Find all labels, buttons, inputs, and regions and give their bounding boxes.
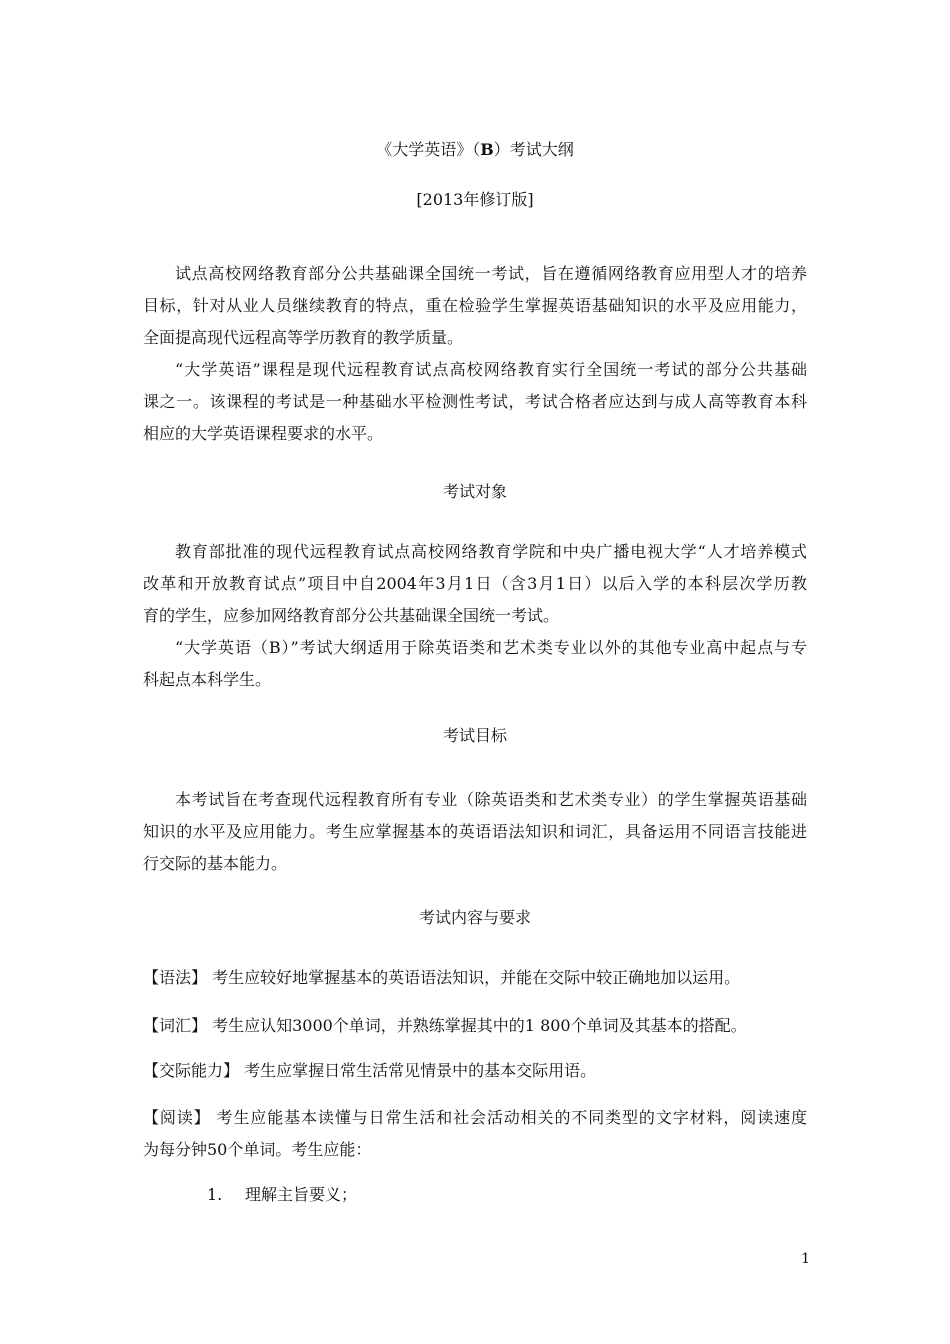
communication-requirement: 【交际能力】 考生应掌握日常生活常见情景中的基本交际用语。 (143, 1061, 597, 1080)
section-heading-target: 考试对象 (442, 482, 507, 501)
intro-paragraph-1-line-1: 试点高校网络教育部分公共基础课全国统一考试，旨在遵循网络教育应用型人才的培养 (175, 264, 807, 283)
goal-paragraph-line-3: 行交际的基本能力。 (143, 854, 288, 873)
intro-paragraph-2-line-2: 课之一。该课程的考试是一种基础水平检测性考试，考试合格者应达到与成人高等教育本科 (143, 392, 807, 411)
intro-paragraph-1-line-3: 全面提高现代远程高等学历教育的教学质量。 (143, 328, 464, 347)
vocabulary-requirement: 【词汇】 考生应认知3000个单词，并熟练掌握其中的1 800个单词及其基本的搭配。 (143, 1016, 747, 1035)
section-heading-goal: 考试目标 (442, 726, 507, 745)
intro-paragraph-2-line-3: 相应的大学英语课程要求的水平。 (143, 424, 384, 443)
goal-paragraph-line-1: 本考试旨在考查现代远程教育所有专业（除英语类和艺术类专业）的学生掌握英语基础 (175, 790, 807, 809)
title-text-pre: 《大学英语》（ (376, 140, 481, 159)
document-title (143, 140, 807, 160)
goal-paragraph-line-2: 知识的水平及应用能力。考生应掌握基本的英语语法知识和词汇，具备运用不同语言技能进 (143, 822, 807, 841)
title-text-post: ）考试大纲 (493, 140, 574, 159)
target-paragraph-1-line-2: 改革和开放教育试点”项目中自2004年3月1日（含3月1日）以后入学的本科层次学历教 (143, 574, 807, 593)
page-number: 1 (801, 1251, 810, 1267)
target-paragraph-2-line-2: 科起点本科学生。 (143, 670, 272, 689)
intro-paragraph-2-line-1: “大学英语”课程是现代远程教育试点高校网络教育实行全国统一考试的部分公共基础 (175, 360, 807, 379)
reading-requirement-line-1: 【阅读】 考生应能基本读懂与日常生活和社会活动相关的不同类型的文字材料，阅读速度 (143, 1108, 807, 1127)
target-paragraph-1-line-3: 育的学生，应参加网络教育部分公共基础课全国统一考试。 (143, 606, 560, 625)
reading-requirement-line-2: 为每分钟50个单词。考生应能： (143, 1140, 372, 1159)
title-text-bold: B (480, 140, 494, 159)
target-paragraph-1-line-1: 教育部批准的现代远程教育试点高校网络教育学院和中央广播电视大学“人才培养模式 (175, 542, 807, 561)
list-item-number: 1. (207, 1185, 223, 1204)
section-heading-content: 考试内容与要求 (418, 908, 531, 927)
target-paragraph-2-line-1: “大学英语（B）”考试大纲适用于除英语类和艺术类专业以外的其他专业高中起点与专 (175, 638, 807, 657)
intro-paragraph-1-line-2: 目标，针对从业人员继续教育的特点，重在检验学生掌握英语基础知识的水平及应用能力， (143, 296, 807, 315)
grammar-requirement: 【语法】 考生应较好地掌握基本的英语语法知识，并能在交际中较正确地加以运用。 (143, 968, 741, 987)
list-item-text: 理解主旨要义； (245, 1185, 358, 1204)
edition-label: [2013年修订版] (416, 190, 534, 209)
